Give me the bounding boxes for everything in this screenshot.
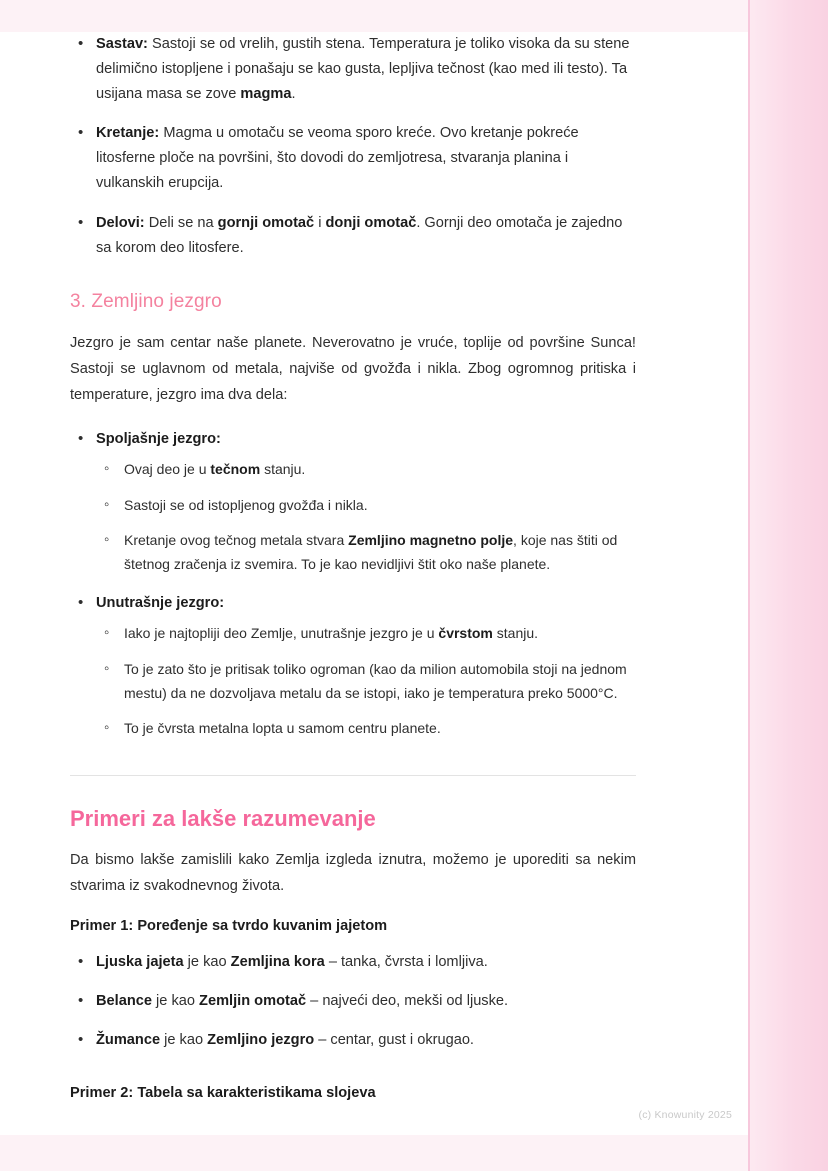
text-run: Sastoji se od istopljenog gvožđa i nikla. — [124, 496, 368, 513]
emphasis-text: Zemljin omotač — [199, 993, 307, 1010]
sub-list-item — [96, 658, 636, 706]
text-run: Sastoji se od vrelih, gustih stena. Temperatura je toliko visoka da su stene delimično istopljene i ponašaju se kao gusta, lepljiva tečnost (kao med ili testo). Ta usijana masa se zove — [96, 36, 630, 103]
sub-list — [96, 458, 636, 577]
sub-list-item — [96, 458, 636, 482]
list-item — [70, 121, 636, 196]
text-run: je kao — [183, 954, 231, 971]
text-run: Magma u omotaču se veoma sporo kreće. Ovo kretanje pokreće litosferne ploče na površini, što dovodi do zemljotresa, stvaranja planina i vulkanskih erupcija. — [96, 125, 579, 192]
section-divider — [70, 775, 636, 776]
text-run: Iako je najtopliji deo Zemlje, unutrašnje jezgro je u — [124, 625, 439, 642]
core-parts-list — [70, 427, 636, 742]
list-item — [70, 591, 636, 741]
example-1-list — [70, 950, 636, 1053]
emphasis-text: čvrstom — [438, 625, 493, 642]
core-intro-paragraph: Jezgro je sam centar naše planete. Neverovatno je vruće, toplije od površine Sunca! Sastoji se uglavnom od metala, najviše od gvožđa i nikla. Zbog ogromnog pritiska i temperature, jezgro ima dva dela: — [70, 334, 636, 403]
emphasis-text: Zemljina kora — [230, 954, 325, 971]
examples-heading: Primeri za lakše razumevanje — [70, 806, 376, 832]
text-run: stanju. — [492, 625, 539, 642]
text-run: , koje nas štiti od štetnog zračenja iz svemira. To je kao nevidljivi štit oko naše planete. — [124, 532, 618, 573]
list-item-label: Sastav: — [96, 36, 148, 52]
text-run: . — [291, 86, 296, 103]
list-item-label: Unutrašnje jezgro: — [96, 594, 225, 611]
emphasis-text: magma — [240, 86, 292, 103]
text-run: i — [314, 214, 326, 231]
list-item-label: Spoljašnje jezgro: — [96, 430, 221, 447]
side-strip-divider — [748, 0, 750, 1171]
example-1-title: Primer 1: Poređenje sa tvrdo kuvanim jajetom — [70, 918, 388, 935]
text-run: Kretanje ovog tečnog metala stvara — [124, 532, 349, 549]
emphasis-text: Žumance — [96, 1032, 161, 1049]
sub-list-item — [96, 494, 636, 518]
emphasis-text: Belance — [96, 993, 152, 1010]
text-run: To je zato što je pritisak toliko ogroman (kao da milion automobila stoji na jednom mestu) da ne dozvoljava metalu da se istopi, iako je temperatura preko 5000°C. — [124, 660, 627, 701]
list-item-label: Kretanje: — [96, 125, 160, 142]
text-run: je kao — [151, 993, 200, 1010]
text-run: . Gornji deo omotača je zajedno sa korom deo litosfere. — [96, 214, 623, 256]
text-run: Deli se na — [144, 214, 218, 231]
emphasis-text: gornji omotač — [217, 214, 315, 231]
page-bottom-margin — [0, 1135, 828, 1171]
emphasis-text: donji omotač — [325, 214, 417, 231]
sub-list-item — [96, 529, 636, 577]
text-run: je kao — [160, 1032, 208, 1049]
text-run: Ovaj deo je u — [124, 460, 211, 477]
list-item-label: Delovi: — [96, 214, 145, 231]
decorative-side-strip — [750, 0, 828, 1171]
list-item — [70, 989, 636, 1014]
watermark: (c) Knowunity 2025 — [638, 1109, 732, 1121]
list-item — [70, 211, 636, 261]
page-top-margin — [0, 0, 828, 32]
text-run: To je čvrsta metalna lopta u samom centru planete. — [124, 720, 441, 737]
emphasis-text: tečnom — [210, 460, 261, 477]
example-2-title: Primer 2: Tabela sa karakteristikama slojeva — [70, 1085, 376, 1102]
text-run: – tanka, čvrsta i lomljiva. — [324, 954, 488, 971]
emphasis-text: Ljuska jajeta — [96, 954, 184, 971]
examples-paragraph: Da bismo lakše zamislili kako Zemlja izgleda iznutra, možemo je uporediti sa nekim stvarima iz svakodnevnog života. — [70, 852, 636, 895]
list-item — [70, 427, 636, 577]
list-item — [70, 32, 636, 107]
text-run: – najveći deo, mekši od ljuske. — [306, 993, 509, 1010]
emphasis-text: Zemljino magnetno polje — [348, 532, 514, 549]
emphasis-text: Zemljino jezgro — [207, 1032, 315, 1049]
list-item — [70, 1028, 636, 1053]
text-run: – centar, gust i okrugao. — [314, 1032, 474, 1049]
sub-list-item — [96, 622, 636, 646]
document-content — [70, 32, 636, 1117]
list-item — [70, 950, 636, 975]
core-section-heading: 3. Zemljino jezgro — [70, 290, 222, 312]
text-run: stanju. — [260, 460, 306, 477]
spacer — [70, 1067, 636, 1085]
mantle-bullet-list — [70, 32, 636, 261]
sub-list — [96, 622, 636, 741]
sub-list-item — [96, 717, 636, 741]
